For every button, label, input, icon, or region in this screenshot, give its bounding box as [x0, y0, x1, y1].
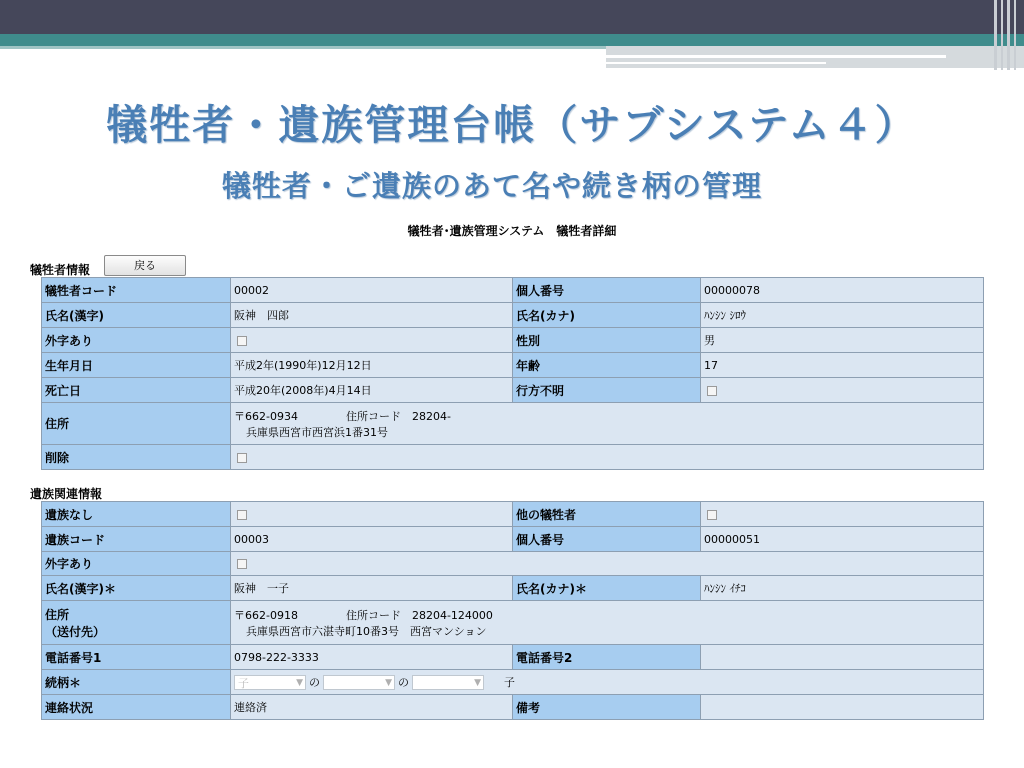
other-victim-label: 他の犠牲者 [513, 502, 701, 527]
victim-name-kanji-value: 阪神 四郎 [231, 303, 513, 328]
family-address-label [42, 601, 231, 645]
victim-birth-value: 平成2年(1990年)12月12日 [231, 353, 513, 378]
victim-missing-checkbox[interactable] [707, 386, 717, 396]
header-white-line [606, 55, 946, 58]
chevron-down-icon: ▼ [474, 677, 481, 688]
victim-gaiji-cell [231, 328, 513, 353]
victim-name-kana-value: ﾊﾝｼﾝ ｼﾛｳ [701, 303, 984, 328]
header-white-line-2 [606, 62, 826, 64]
relation-select-2[interactable] [323, 675, 395, 690]
victim-death-value: 平成20年(2008年)4月14日 [231, 378, 513, 403]
relation-select-1[interactable]: 子 ▼ [234, 675, 306, 690]
victim-info-table [41, 277, 984, 470]
family-address-label-line1: 住所 [45, 607, 70, 622]
family-address-label-line2: （送付先） [45, 624, 106, 639]
table-row [42, 502, 984, 527]
table-row [42, 378, 984, 403]
family-section-label: 遺族関連情報 [30, 487, 103, 501]
victim-code-label: 犠牲者コード [42, 278, 231, 303]
other-victim-cell [701, 502, 984, 527]
victim-age-value: 17 [701, 353, 984, 378]
table-row [42, 328, 984, 353]
family-address-code: 住所コード 28204-124000 [345, 608, 493, 622]
victim-address-value: 兵庫県西宮市西宮浜1番31号 [246, 425, 388, 439]
slide-title: 犠牲者・遺族管理台帳（サブシステム４） [106, 101, 918, 149]
victim-name-kana-label: 氏名(カナ) [513, 303, 701, 328]
family-personal-no-value: 00000051 [701, 527, 984, 552]
table-row [42, 552, 984, 576]
family-code-label: 遺族コード [42, 527, 231, 552]
victim-personal-no-value: 00000078 [701, 278, 984, 303]
contact-status-value: 連絡済 [231, 695, 513, 720]
victim-gender-value: 男 [701, 328, 984, 353]
victim-personal-no-label: 個人番号 [513, 278, 701, 303]
victim-section-label: 犠牲者情報 [30, 263, 91, 277]
relation-text: 子 [504, 676, 515, 689]
table-row [42, 527, 984, 552]
family-name-kana-label: 氏名(カナ)＊ [513, 576, 701, 601]
contact-status-label: 連絡状況 [42, 695, 231, 720]
family-none-label: 遺族なし [42, 502, 231, 527]
header-band [0, 0, 1024, 34]
victim-gender-label: 性別 [513, 328, 701, 353]
table-row [42, 576, 984, 601]
family-address-value: 兵庫県西宮市六湛寺町10番3号 西宮マンション [246, 624, 487, 638]
phone2-value [701, 645, 984, 670]
victim-gaiji-checkbox[interactable] [237, 336, 247, 346]
family-none-cell [231, 502, 513, 527]
victim-delete-cell [231, 445, 984, 470]
table-row [42, 695, 984, 720]
table-row [42, 445, 984, 470]
chevron-down-icon: ▼ [385, 677, 392, 688]
victim-delete-label: 削除 [42, 445, 231, 470]
relation-connector: の [398, 676, 409, 689]
family-name-kana-value: ﾊﾝｼﾝ ｲﾁｺ [701, 576, 984, 601]
table-row [42, 303, 984, 328]
slide-subtitle: 犠牲者・ご遺族のあて名や続き柄の管理 [222, 169, 763, 203]
phone1-label: 電話番号1 [42, 645, 231, 670]
back-button[interactable]: 戻る [104, 255, 186, 276]
table-row [42, 278, 984, 303]
family-gaiji-cell [231, 552, 984, 576]
family-info-table [41, 501, 984, 720]
page-title: 犠牲者･遺族管理システム 犠牲者詳細 [407, 224, 617, 238]
header-accent-line [0, 46, 610, 49]
victim-age-label: 年齢 [513, 353, 701, 378]
family-postal-code: 〒662-0918 [234, 608, 298, 622]
table-row [42, 403, 984, 445]
header-accent-band [0, 34, 1024, 46]
table-row [42, 645, 984, 670]
chevron-down-icon: ▼ [296, 677, 303, 688]
relation-cell [231, 670, 984, 695]
note-label: 備考 [513, 695, 701, 720]
victim-death-label: 死亡日 [42, 378, 231, 403]
family-personal-no-label: 個人番号 [513, 527, 701, 552]
family-name-kanji-label: 氏名(漢字)＊ [42, 576, 231, 601]
family-address-cell [231, 601, 984, 645]
note-value [701, 695, 984, 720]
family-gaiji-label: 外字あり [42, 552, 231, 576]
victim-gaiji-label: 外字あり [42, 328, 231, 353]
family-none-checkbox[interactable] [237, 510, 247, 520]
relation-label: 続柄＊ [42, 670, 231, 695]
table-row [42, 353, 984, 378]
family-gaiji-checkbox[interactable] [237, 559, 247, 569]
relation-connector: の [309, 676, 320, 689]
table-row [42, 601, 984, 645]
family-name-kanji-value: 阪神 一子 [231, 576, 513, 601]
victim-address-cell [231, 403, 984, 445]
victim-missing-cell [701, 378, 984, 403]
relation-select-3[interactable] [412, 675, 484, 690]
victim-address-label: 住所 [42, 403, 231, 445]
victim-postal-code: 〒662-0934 [234, 409, 298, 423]
phone1-value: 0798-222-3333 [231, 645, 513, 670]
victim-delete-checkbox[interactable] [237, 453, 247, 463]
table-row [42, 670, 984, 695]
victim-birth-label: 生年月日 [42, 353, 231, 378]
phone2-label: 電話番号2 [513, 645, 701, 670]
victim-missing-label: 行方不明 [513, 378, 701, 403]
victim-code-value: 00002 [231, 278, 513, 303]
victim-name-kanji-label: 氏名(漢字) [42, 303, 231, 328]
family-code-value: 00003 [231, 527, 513, 552]
header-vertical-lines [992, 0, 1024, 70]
victim-address-code: 住所コード 28204- [345, 409, 451, 423]
other-victim-checkbox[interactable] [707, 510, 717, 520]
